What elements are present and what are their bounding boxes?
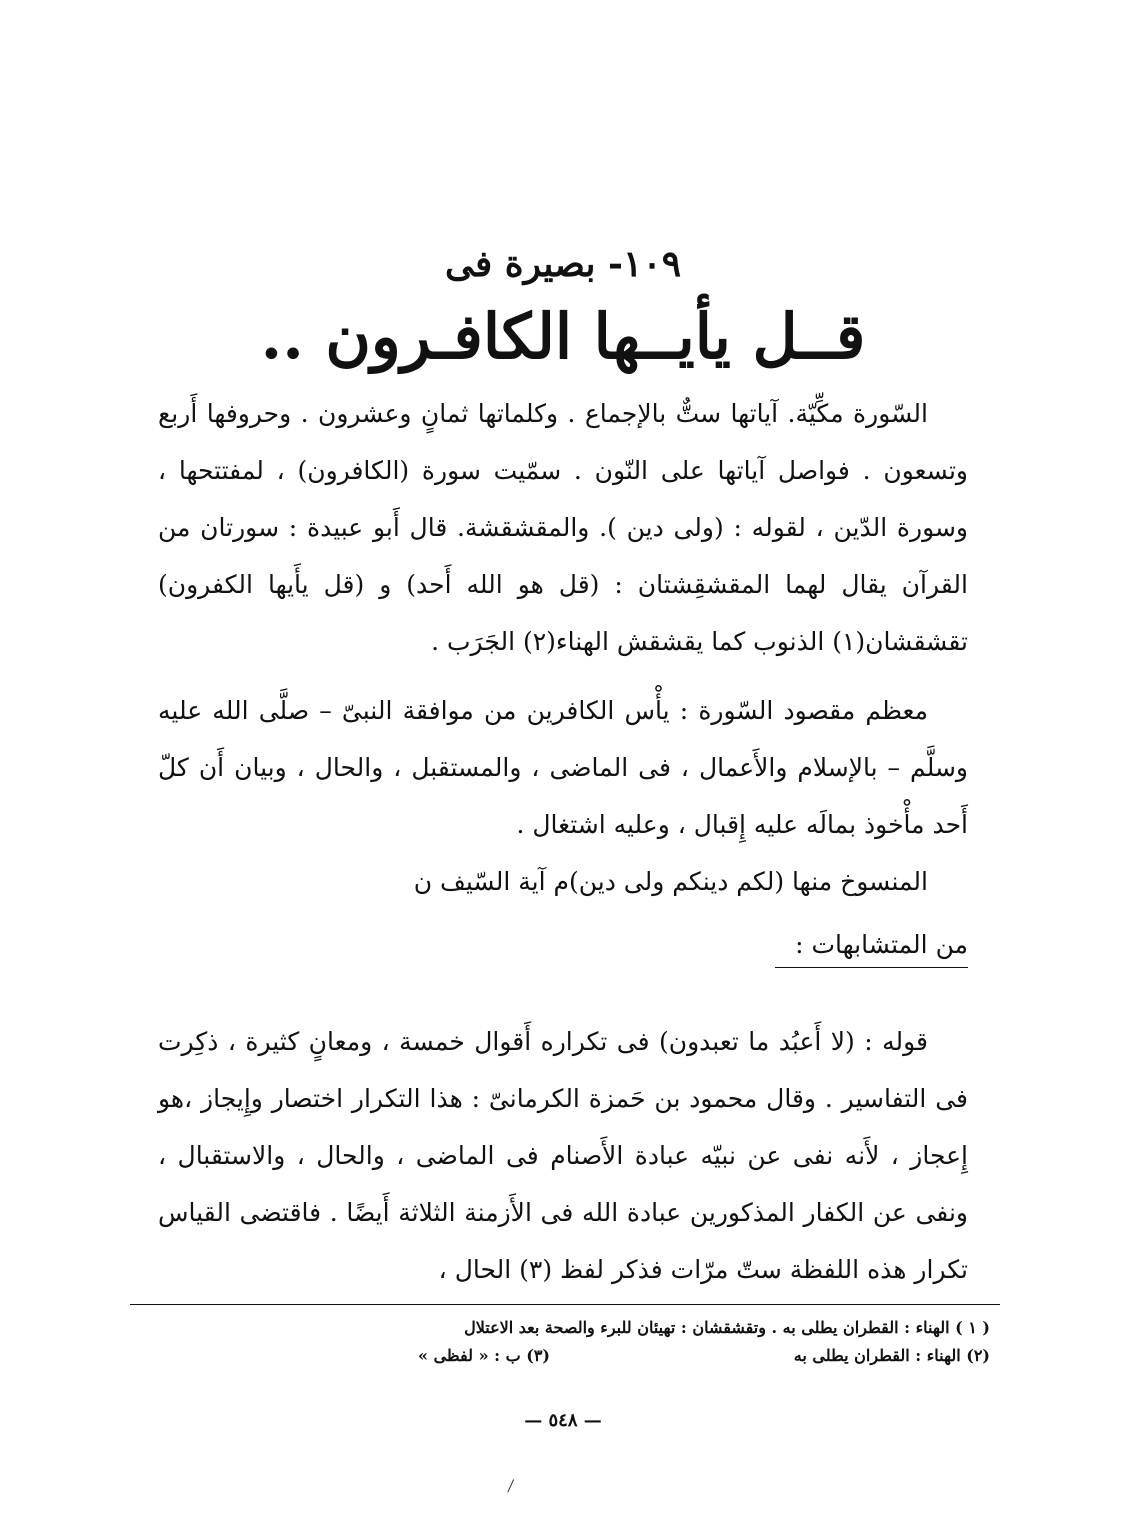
footnote-1: ( ١ ) الهناء : القطران يطلى به . وتقشقشان : تهيئان للبرء والصحة بعد الاعتلال [464, 1318, 990, 1337]
footnotes-left-column [130, 1314, 550, 1370]
page-number: — ٥٤٨ — [524, 1410, 602, 1431]
sub-heading-similarities: من المتشابهات : [775, 925, 968, 968]
scan-mark [507, 1479, 519, 1495]
chapter-number-heading: ١٠٩- بصيرة فى [444, 243, 682, 285]
footnote-2: (٢) الهناء : القطران يطلى به [793, 1346, 990, 1365]
body-text [158, 385, 968, 1298]
paragraph-repetition: قوله : (لا أَعبُد ما تعبدون) فى تكراره أَقوال خمسة ، ومعانٍ كثيرة ، ذكِرت فى التفاسير . وقال محمود بن حَمزة الكرمانىّ : هذا التكرار اختصار وإِيجاز ،هو إِعجاز ، لأَنه نفى عن نبيّه عبادة الأَصنام فى الماضى ، والحال ، والاستقبال ، ونفى عن الكفار المذكورين عبادة الله فى الأَزمنة الثلاثة أَيضًا . فاقتضى القياس تكرار هذه اللفظة ستّ مرّات فذكر لفظ (٣) الحال ، [158, 1027, 968, 1284]
sub-heading-wrap [158, 916, 968, 973]
paragraph-abrogated: المنسوخ منها (لكم دينكم ولى دين)م آية السّيف ن [413, 867, 928, 896]
paragraph-purpose: معظم مقصود السّورة : يأْس الكافرين من موافقة النبىّ – صلَّى الله عليه وسلَّم – بالإسلام والأَعمال ، فى الماضى ، والمستقبل ، والحال ، وبيان أَن كلّ أَحد مأْخوذ بمالَه عليه إِقبال ، وعليه اشتغال . [158, 696, 968, 839]
footnote-divider [130, 1304, 1000, 1305]
footnote-3: (٣) ب : « لفظى » [418, 1346, 550, 1365]
paragraph-intro: السّورة مكِّيّة. آياتها ستٌّ بالإجماع . وكلماتها ثمانٍ وعشرون . وحروفها أَربع وتسعون . فواصل آياتها على النّون . سمّيت سورة (الكافرون) ، لمفتتحها ، وسورة الدّين ، لقوله : (ولى دين ). والمقشقشة. قال أَبو عبيدة : سورتان من القرآن يقال لهما المقشقِشتان : (قل هو الله أَحد) و (قل يأَيها الكفرون) تقشقشان(١) الذنوب كما يقشقش الهناء(٢) الجَرَب . [158, 399, 968, 656]
chapter-title: قــل يأيــها الكافـرون .. [260, 300, 866, 373]
